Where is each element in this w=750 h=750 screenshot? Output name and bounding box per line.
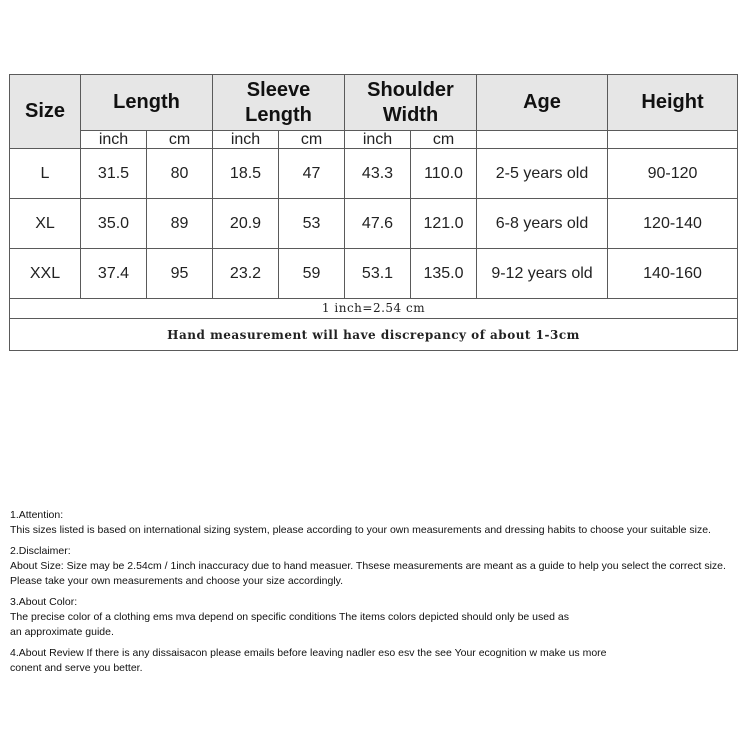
unit-shoulder-cm: cm xyxy=(411,131,477,149)
note-color xyxy=(10,595,745,640)
unit-length-inch: inch xyxy=(81,131,147,149)
note-text: The precise color of a clothing ems mva depend on specific conditions The items colors depicted should only be used as xyxy=(10,611,569,623)
height-cell: 140-160 xyxy=(608,249,738,299)
note-text: an approximate guide. xyxy=(10,626,114,638)
sleeve-cm-cell: 53 xyxy=(279,199,345,249)
length-cm-cell: 89 xyxy=(147,199,213,249)
unit-shoulder-inch: inch xyxy=(345,131,411,149)
note-disclaimer xyxy=(10,544,745,589)
sleeve-cm-cell: 47 xyxy=(279,149,345,199)
unit-sleeve-inch: inch xyxy=(213,131,279,149)
age-cell: 9-12 years old xyxy=(477,249,608,299)
header-shoulder-width-line1: Shoulder xyxy=(367,78,454,101)
note-text: About Size: Size may be 2.54cm / 1inch inaccuracy due to hand measuer. Thsese measurements are meant as a guide to help you select the correct size. xyxy=(10,560,726,572)
size-cell: L xyxy=(10,149,81,199)
unit-height-empty xyxy=(608,131,738,149)
size-chart-table xyxy=(9,74,738,351)
header-sleeve-length-line1: Sleeve xyxy=(246,78,311,101)
length-cm-cell: 95 xyxy=(147,249,213,299)
length-cm-cell: 80 xyxy=(147,149,213,199)
unit-sleeve-cm: cm xyxy=(279,131,345,149)
header-sleeve-length xyxy=(213,75,345,131)
header-age: Age xyxy=(477,75,608,131)
height-cell: 90-120 xyxy=(608,149,738,199)
discrepancy-note: Hand measurement will have discrepancy of about 1-3cm xyxy=(10,319,738,351)
conversion-row xyxy=(10,299,738,319)
shoulder-cm-cell: 121.0 xyxy=(411,199,477,249)
header-height: Height xyxy=(608,75,738,131)
note-text: This sizes listed is based on international sizing system, please according to your own measurements and dressing habits to choose your suitable size. xyxy=(10,524,711,536)
note-heading: 3.About Color: xyxy=(10,596,78,608)
table-row xyxy=(10,249,738,299)
header-row xyxy=(10,75,738,131)
sleeve-inch-cell: 20.9 xyxy=(213,199,279,249)
units-row xyxy=(10,131,738,149)
age-cell: 2-5 years old xyxy=(477,149,608,199)
note-text: 4.About Review If there is any dissaisacon please emails before leaving nadler eso esv the see Your ecognition w make us more xyxy=(10,647,607,659)
sleeve-inch-cell: 18.5 xyxy=(213,149,279,199)
unit-length-cm: cm xyxy=(147,131,213,149)
table-row xyxy=(10,149,738,199)
note-heading: 2.Disclaimer: xyxy=(10,545,71,557)
note-text: Please take your own measurements and choose your size accordingly. xyxy=(10,575,344,587)
shoulder-cm-cell: 110.0 xyxy=(411,149,477,199)
header-size: Size xyxy=(10,75,81,149)
unit-age-empty xyxy=(477,131,608,149)
size-cell: XXL xyxy=(10,249,81,299)
note-text: conent and serve you better. xyxy=(10,662,143,674)
note-heading: 1.Attention: xyxy=(10,509,64,521)
length-inch-cell: 35.0 xyxy=(81,199,147,249)
shoulder-inch-cell: 47.6 xyxy=(345,199,411,249)
header-shoulder-width-line2: Width xyxy=(382,103,439,126)
note-attention xyxy=(10,508,745,538)
discrepancy-row xyxy=(10,319,738,351)
shoulder-inch-cell: 53.1 xyxy=(345,249,411,299)
height-cell: 120-140 xyxy=(608,199,738,249)
table-row xyxy=(10,199,738,249)
length-inch-cell: 37.4 xyxy=(81,249,147,299)
sleeve-inch-cell: 23.2 xyxy=(213,249,279,299)
length-inch-cell: 31.5 xyxy=(81,149,147,199)
header-length: Length xyxy=(81,75,213,131)
notes-section xyxy=(10,508,745,682)
shoulder-inch-cell: 43.3 xyxy=(345,149,411,199)
sleeve-cm-cell: 59 xyxy=(279,249,345,299)
header-sleeve-length-line2: Length xyxy=(245,103,312,126)
header-shoulder-width xyxy=(345,75,477,131)
conversion-note: 1 inch=2.54 cm xyxy=(10,299,738,319)
age-cell: 6-8 years old xyxy=(477,199,608,249)
shoulder-cm-cell: 135.0 xyxy=(411,249,477,299)
size-cell: XL xyxy=(10,199,81,249)
note-review xyxy=(10,646,745,676)
